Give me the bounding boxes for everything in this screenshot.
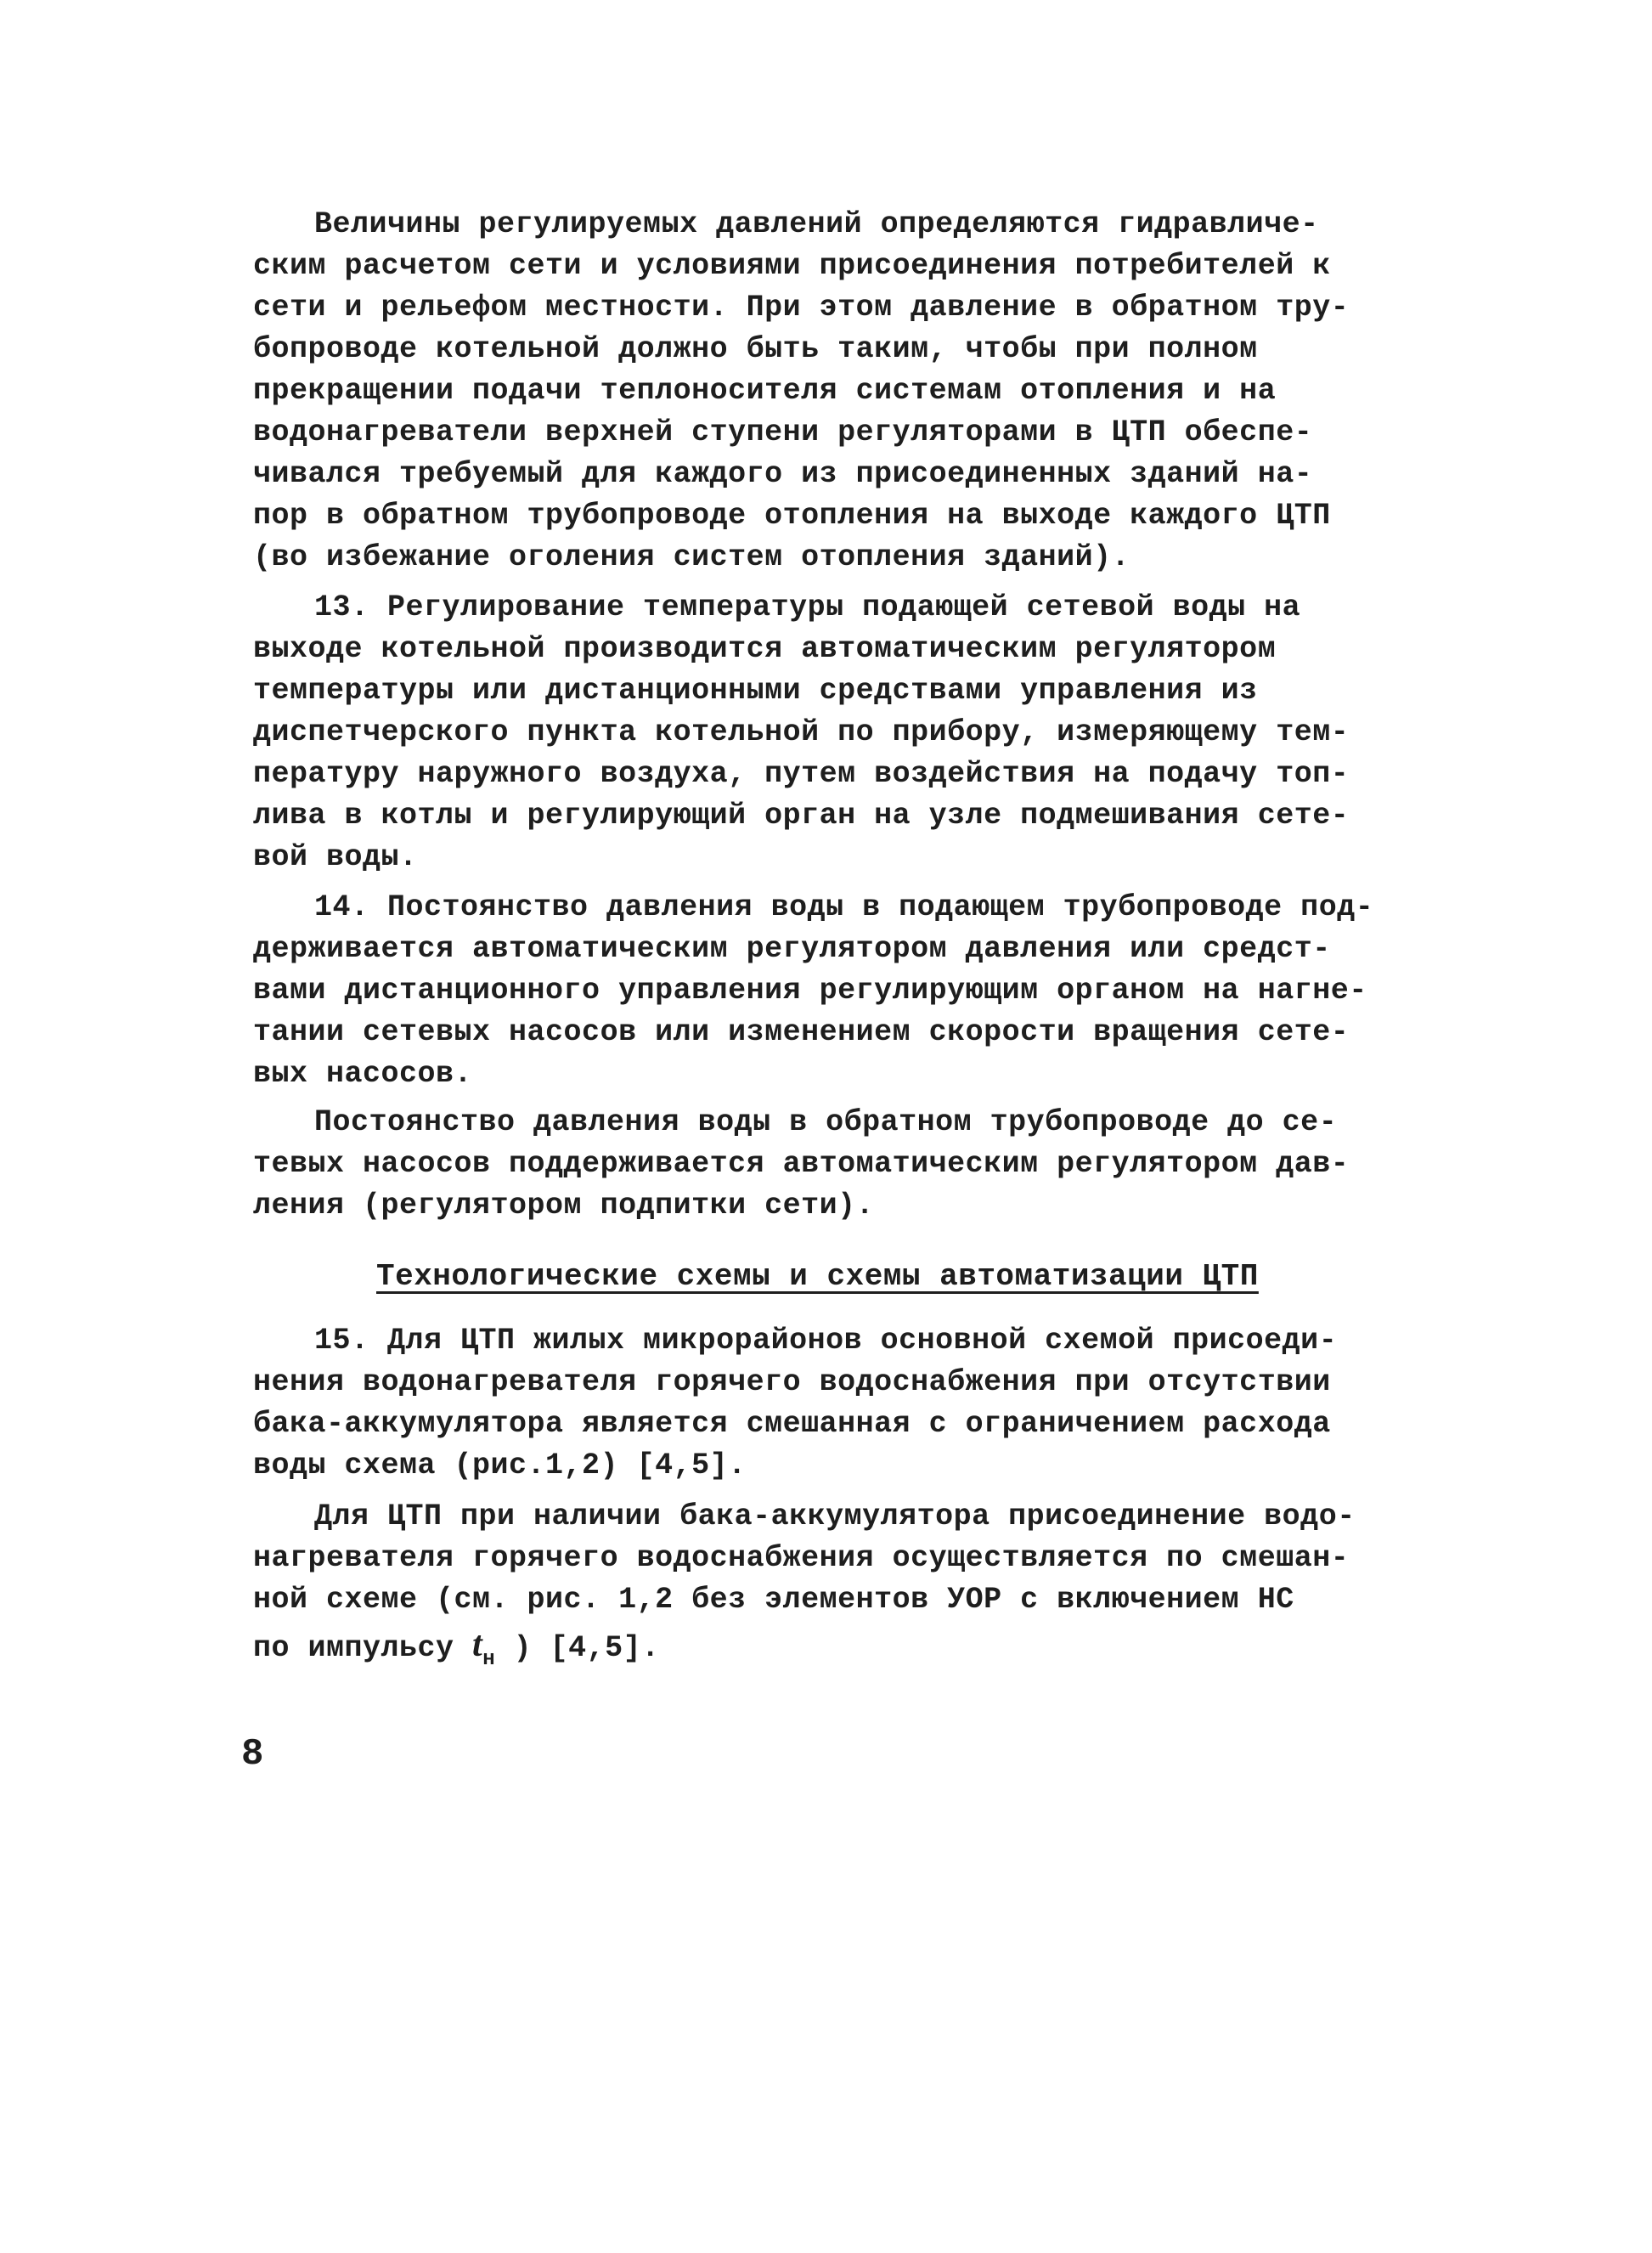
text-line: 14. Постоянство давления воды в подающем трубопроводе под- — [314, 890, 1374, 924]
text-line: нагревателя горячего водоснабжения осуществляется по смешан- — [253, 1541, 1350, 1575]
text-line: выходе котельной производится автоматическим регулятором — [253, 632, 1277, 666]
text-line: ной схеме (см. рис. 1,2 без элементов УОР с включением НС — [253, 1583, 1294, 1617]
text-line: прекращении подачи теплоносителя системам отопления и на — [253, 374, 1277, 408]
text-line: ским расчетом сети и условиями присоединения потребителей к — [253, 249, 1331, 283]
text-line: Постоянство давления воды в обратном трубопроводе до се- — [314, 1105, 1338, 1139]
text-line: воды схема (рис.1,2) [4,5]. — [253, 1448, 747, 1482]
text-line: диспетчерского пункта котельной по прибору, измеряющему тем- — [253, 715, 1350, 749]
text-line: вой воды. — [253, 840, 418, 874]
text-line-with-symbol — [253, 1627, 660, 1670]
text-line: температуры или дистанционными средствами управления из — [253, 674, 1258, 708]
text-fragment: ) [4,5]. — [495, 1631, 660, 1665]
text-line: держивается автоматическим регулятором давления или средст- — [253, 932, 1331, 966]
text-line: водонагреватели верхней ступени регуляторами в ЦТП обеспе- — [253, 415, 1313, 449]
text-line: 13. Регулирование температуры подающей сетевой воды на — [314, 590, 1301, 624]
text-line: тании сетевых насосов или изменением скорости вращения сете- — [253, 1015, 1350, 1049]
text-line: лива в котлы и регулирующий орган на узле подмешивания сете- — [253, 799, 1350, 833]
text-line: вых насосов. — [253, 1057, 473, 1091]
text-line: чивался требуемый для каждого из присоединенных зданий на- — [253, 457, 1313, 491]
text-line: нения водонагревателя горячего водоснабжения при отсутствии — [253, 1365, 1331, 1399]
section-heading: Технологические схемы и схемы автоматизации ЦТП — [376, 1259, 1259, 1294]
text-line: тевых насосов поддерживается автоматическим регулятором дав- — [253, 1147, 1350, 1181]
text-line: 15. Для ЦТП жилых микрорайонов основной схемой присоеди- — [314, 1324, 1338, 1358]
text-line: бопроводе котельной должно быть таким, чтобы при полном — [253, 332, 1258, 366]
text-line: вами дистанционного управления регулирующим органом на нагне- — [253, 974, 1367, 1008]
page-number: 8 — [241, 1733, 264, 1776]
text-line: ления (регулятором подпитки сети). — [253, 1189, 875, 1222]
text-line: Величины регулируемых давлений определяются гидравличе- — [314, 207, 1319, 241]
text-fragment: по импульсу — [253, 1631, 473, 1665]
text-line: пературу наружного воздуха, путем воздействия на подачу топ- — [253, 757, 1350, 791]
text-line: бака-аккумулятора является смешанная с ограничением расхода — [253, 1407, 1331, 1441]
temperature-symbol: t — [472, 1625, 483, 1664]
text-line: Для ЦТП при наличии бака-аккумулятора присоединение водо- — [314, 1499, 1356, 1533]
text-line: (во избежание оголения систем отопления зданий). — [253, 540, 1130, 574]
text-line: сети и рельефом местности. При этом давление в обратном тру- — [253, 291, 1350, 325]
text-line: пор в обратном трубопроводе отопления на выходе каждого ЦТП — [253, 499, 1331, 533]
temperature-symbol-subscript: н — [482, 1648, 496, 1671]
